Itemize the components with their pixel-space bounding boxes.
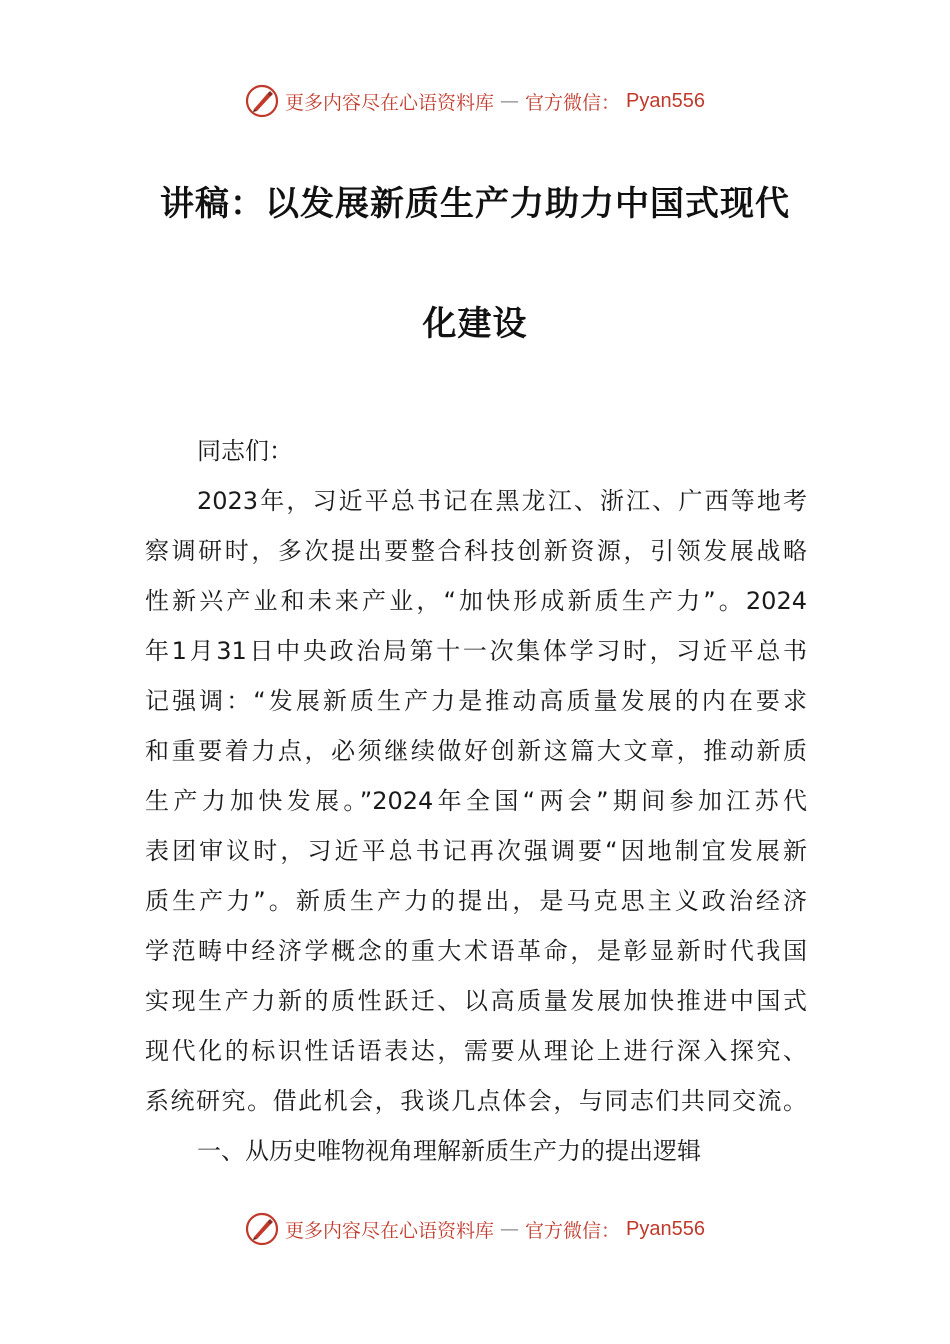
header-watermark — [0, 84, 950, 118]
paragraph-line: 察调研时，多次提出要整合科技创新资源，引领发展战略 — [145, 537, 807, 565]
watermark-official-label: 官方微信： — [525, 91, 621, 114]
document-title-line-1: 讲稿：以发展新质生产力助力中国式现代 — [160, 184, 790, 224]
paragraph-line: 生产力加快发展。”2024年全国“两会”期间参加江苏代 — [145, 787, 807, 815]
paragraph-line: 质生产力”。新质生产力的提出，是马克思主义政治经济 — [145, 887, 807, 915]
paragraph-line: 实现生产力新的质性跃迁、以高质量发展加快推进中国式 — [145, 987, 807, 1015]
footer-watermark — [0, 1212, 950, 1246]
section-heading-1: 一、从历史唯物视角理解新质生产力的提出逻辑 — [197, 1137, 701, 1165]
paragraph-line: 系统研究。借此机会，我谈几点体会，与同志们共同交流。 — [145, 1087, 807, 1115]
paragraph-line: 2023年，习近平总书记在黑龙江、浙江、广西等地考 — [197, 487, 807, 515]
paragraph-line: 和重要着力点，必须继续做好创新这篇大文章，推动新质 — [145, 737, 807, 765]
pen-logo-icon — [245, 84, 279, 118]
greeting: 同志们： — [197, 437, 293, 465]
document-title-line-2: 化建设 — [422, 304, 528, 344]
paragraph-line: 学范畴中经济学概念的重大术语革命，是彰显新时代我国 — [145, 937, 807, 965]
pen-logo-icon — [245, 1212, 279, 1246]
watermark-wechat-id: Pyan556 — [626, 1217, 705, 1240]
document-body — [145, 426, 807, 1176]
paragraph-line: 表团审议时，习近平总书记再次强调要“因地制宜发展新 — [145, 837, 807, 865]
watermark-site-text: 更多内容尽在心语资料库 — [285, 1219, 495, 1242]
watermark-official-label: 官方微信： — [525, 1219, 621, 1242]
paragraph-line: 记强调：“发展新质生产力是推动高质量发展的内在要求 — [145, 687, 807, 715]
paragraph-line: 年1月31日中央政治局第十一次集体学习时，习近平总书 — [145, 637, 807, 665]
paragraph-line: 现代化的标识性话语表达，需要从理论上进行深入探究、 — [145, 1037, 807, 1065]
watermark-dash: — — [500, 1218, 520, 1240]
paragraph-line: 性新兴产业和未来产业，“加快形成新质生产力”。2024 — [145, 587, 807, 615]
watermark-site-text: 更多内容尽在心语资料库 — [285, 91, 495, 114]
watermark-dash: — — [500, 90, 520, 112]
watermark-wechat-id: Pyan556 — [626, 89, 705, 112]
